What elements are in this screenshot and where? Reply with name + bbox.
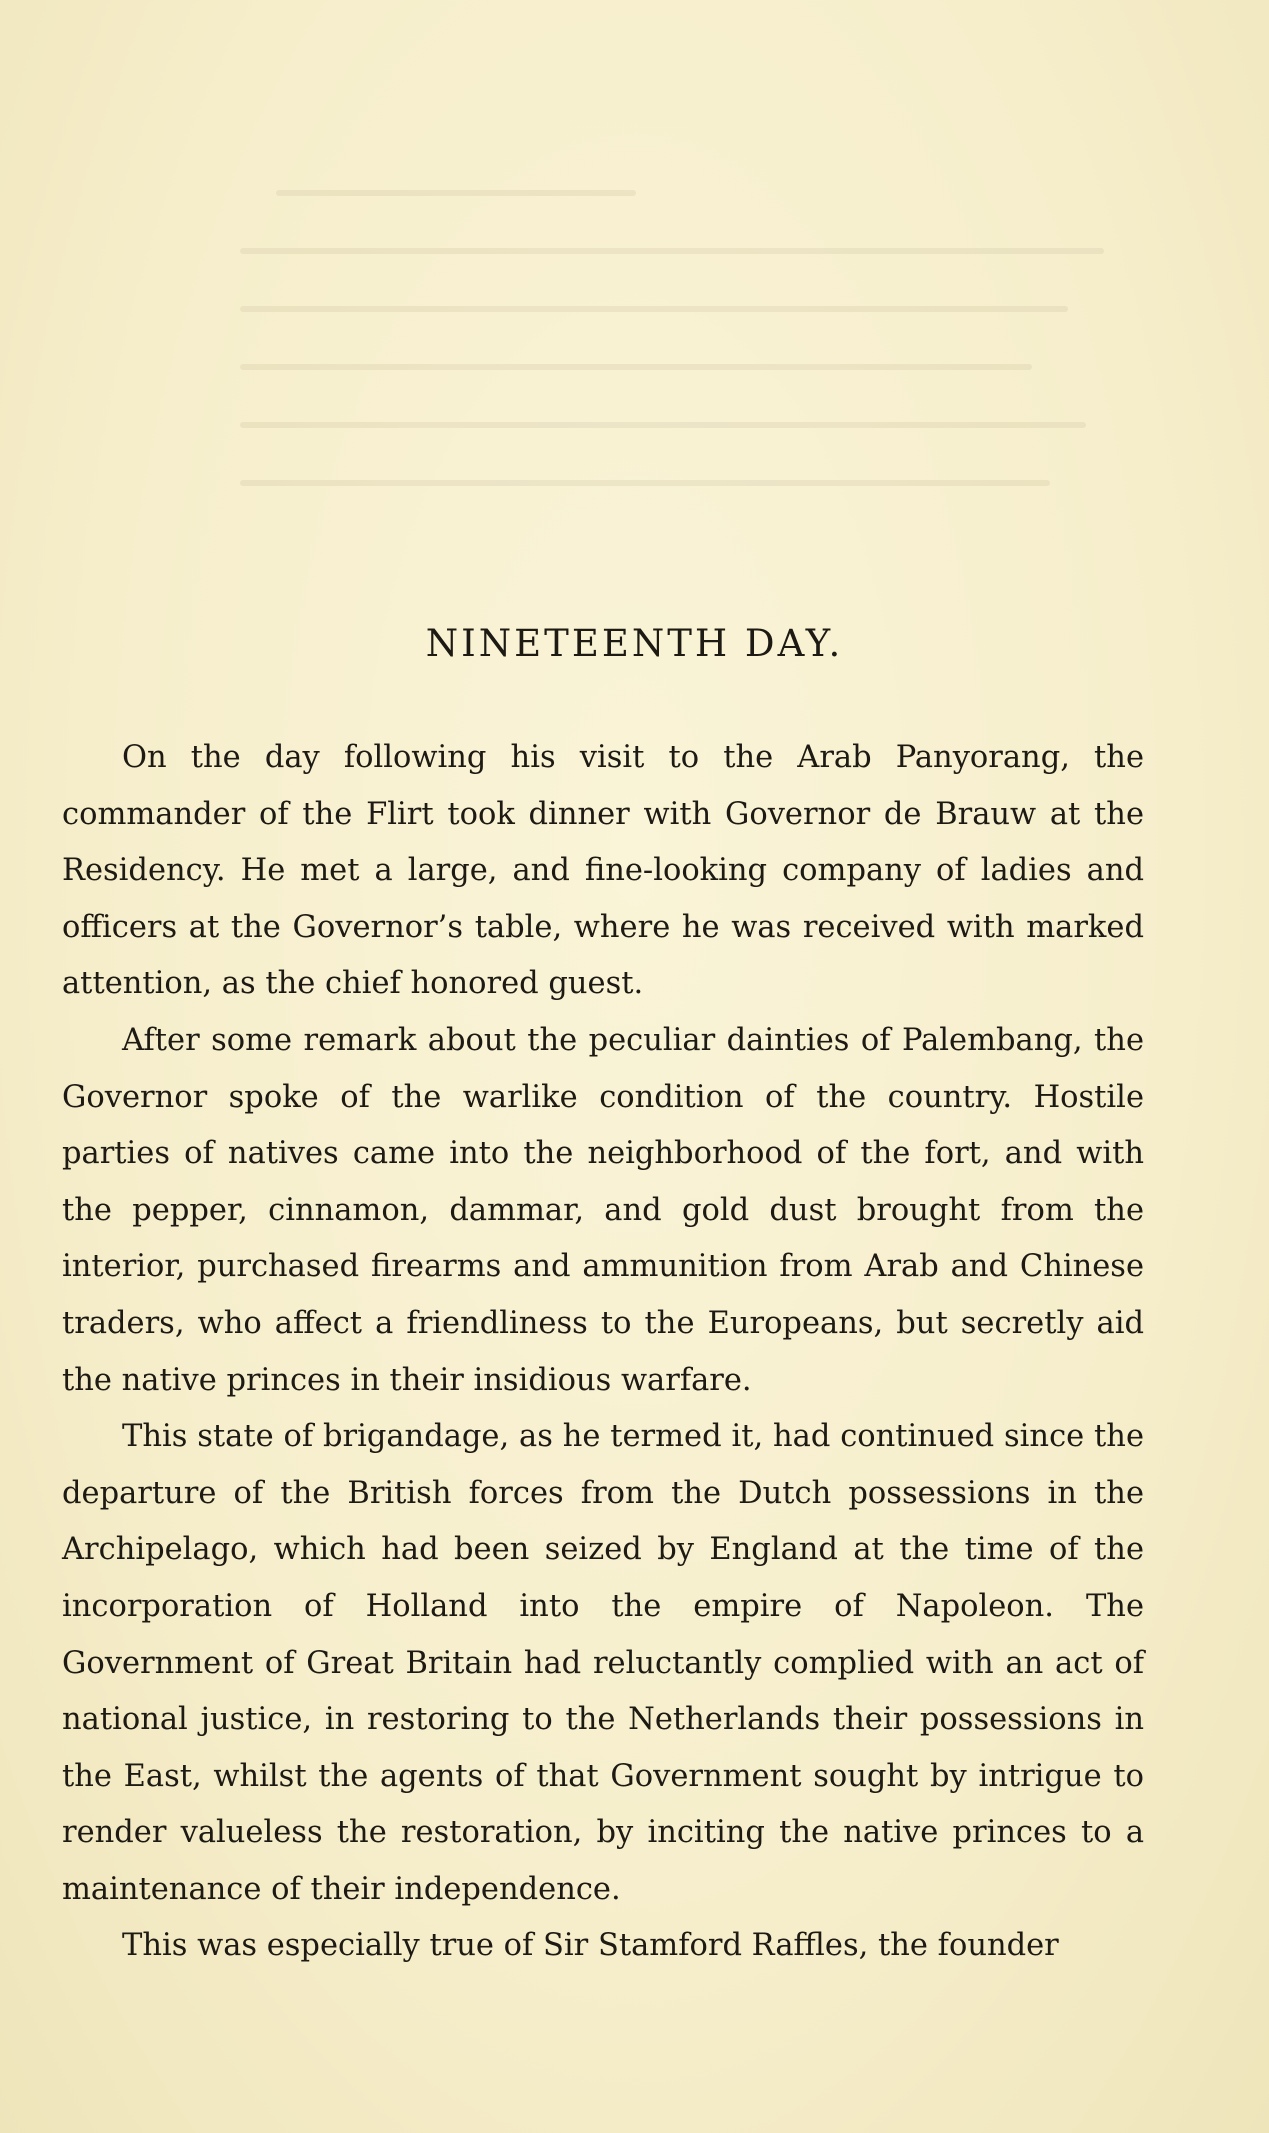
body-text bbox=[62, 730, 1144, 1975]
bleed-through-text bbox=[240, 190, 1140, 550]
paragraph-3: This state of brigandage, as he termed it, had continued since the departure of the British forces from the Dutch possessions in the Archipelago, which had been seized by England at the time of the incorporation of Holland into the empire of Napoleon. The Government of Great Britain had reluctantly complied with an act of national justice, in restoring to the Netherlands their possessions in the East, whilst the agents of that Government sought by intrigue to render valueless the restoration, by inciting the native princes to a maintenance of their independence. bbox=[62, 1419, 1144, 1907]
chapter-heading: NINETEENTH DAY. bbox=[425, 622, 844, 665]
paragraph-1: On the day following his visit to the Arab Panyorang, the commander of the Flirt took dinner with Governor de Brauw at the Residency. He met a large, and fine-looking company of ladies and officers at the Governor’s table, where he was received with marked attention, as the chief honored guest. bbox=[62, 740, 1144, 1002]
paragraph-2: After some remark about the peculiar dainties of Palembang, the Governor spoke of the warlike condition of the country. Hostile parties of natives came into the neighborhood of the fort, and with the pepper, cinnamon, dammar, and gold dust brought from the interior, purchased firearms and ammunition from Arab and Chinese traders, who affect a friendliness to the Europeans, but secretly aid the native princes in their insidious warfare. bbox=[62, 1022, 1144, 1398]
paragraph-4: This was especially true of Sir Stamford Raffles, the founder bbox=[122, 1928, 1059, 1964]
